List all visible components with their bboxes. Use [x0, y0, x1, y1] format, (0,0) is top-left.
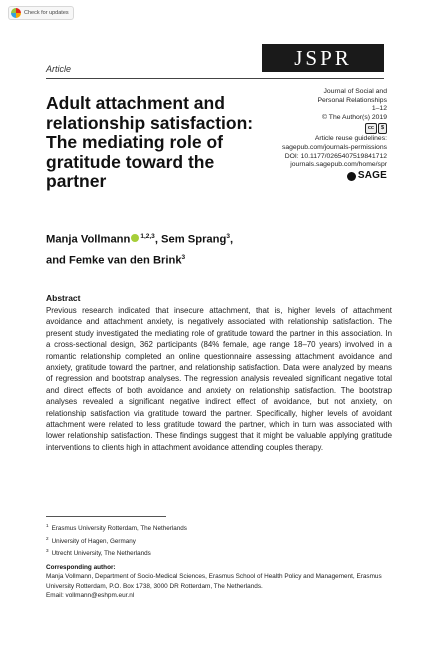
- doi[interactable]: DOI: 10.1177/0265407519841712: [284, 152, 387, 160]
- affiliation-item: [46, 546, 392, 559]
- cc-license-icon: cc: [365, 123, 377, 134]
- affiliation-text: Erasmus University Rotterdam, The Netherlands: [51, 525, 187, 533]
- publisher-name: SAGE: [357, 169, 387, 181]
- article-title: Adult attachment and relationship satisfaction: The mediating role of gratitude toward the partner: [46, 93, 254, 191]
- page-range: 1–12: [371, 105, 387, 113]
- corresponding-author-label: Corresponding author:: [46, 564, 116, 571]
- author-name: Femke van den Brink: [69, 254, 182, 267]
- noncommercial-icon: $: [378, 123, 387, 134]
- reuse-guidelines-link[interactable]: sagepub.com/journals-permissions: [281, 143, 387, 151]
- abstract-body: Previous research indicated that insecure attachment, that is, higher levels of attachment avoidance and attachment anxiety, is negatively associated with relationship satisfaction. The present study investigated the mediating role of gratitude toward the partner in this association. In a cross-sectional design, 362 participants (84% female, age range 18–70 years) involved in a romantic relationship completed an online questionnaire assessing attachment avoidance and anxiety, gratitude toward the partner, and relationship satisfaction. Data were analyzed by means of regression and bootstrap analyses. The regression analysis revealed significant negative total and direct effects of both avoidance and anxiety on relationship satisfaction. The bootstrap analyses revealed a significant negative indirect effect of avoidance, but not anxiety, on relationship satisfaction via gratitude toward the partner. Specifically, higher levels of avoidant attachment were related to less gratitude toward the partner, which in turn was associated with lower relationship satisfaction. These findings suggest that it might be valuable applying gratitude interventions to clients high in attachment avoidance attending couples therapy.: [46, 306, 392, 452]
- check-for-updates-badge[interactable]: [8, 6, 74, 20]
- journal-logo: JSPR: [262, 44, 384, 72]
- corresponding-author-address: Manja Vollmann, Department of Socio-Medical Sciences, Erasmus School of Health Policy and Management, Erasmus University Rotterdam, P.O. Box 1738, 3000 DR Rotterdam, The Netherlands.: [46, 573, 382, 590]
- journal-name-line-1: Journal of Social and: [323, 88, 387, 95]
- affiliation-number: 2: [46, 535, 49, 541]
- affiliation-text: University of Hagen, Germany: [51, 537, 136, 545]
- author-conjunction: and: [46, 254, 69, 267]
- corresponding-author-email[interactable]: Email: vollmann@eshpm.eur.nl: [46, 592, 135, 600]
- license-badge[interactable]: [264, 123, 387, 134]
- copyright: © The Author(s) 2019: [322, 113, 387, 121]
- header-rule: [46, 78, 384, 79]
- corresponding-author: [46, 563, 392, 601]
- reuse-guidelines-label: Article reuse guidelines:: [314, 135, 387, 143]
- article-metadata: [264, 88, 387, 181]
- footnote-rule: [46, 516, 166, 517]
- publisher-logo: [264, 169, 387, 181]
- abstract-heading: Abstract: [46, 293, 81, 303]
- author-separator: ,: [154, 233, 162, 246]
- affiliation-item: [46, 534, 392, 547]
- author-separator: ,: [229, 233, 234, 246]
- affiliation-text: Utrecht University, The Netherlands: [51, 550, 151, 558]
- journal-name-line-2: Personal Relationships: [317, 96, 387, 104]
- affiliation-item: [46, 521, 392, 534]
- sage-icon: [347, 172, 356, 181]
- author-list: [46, 228, 346, 269]
- author-name: Sem Sprang: [161, 233, 227, 246]
- affiliation-number: 1: [46, 523, 49, 528]
- article-type-label: Article: [46, 64, 72, 74]
- orcid-icon[interactable]: [131, 234, 139, 242]
- author-name: Manja Vollmann: [46, 233, 131, 246]
- journal-home-link[interactable]: journals.sagepub.com/home/spr: [290, 161, 387, 169]
- affiliations: [46, 521, 392, 559]
- affiliation-number: 3: [46, 548, 49, 554]
- author-affiliation-marks: 1,2,3: [140, 233, 155, 240]
- check-for-updates-label: Check for updates: [24, 10, 69, 16]
- crossmark-icon: [11, 8, 21, 18]
- author-affiliation-marks: 3: [226, 233, 230, 240]
- author-affiliation-marks: 3: [181, 253, 186, 261]
